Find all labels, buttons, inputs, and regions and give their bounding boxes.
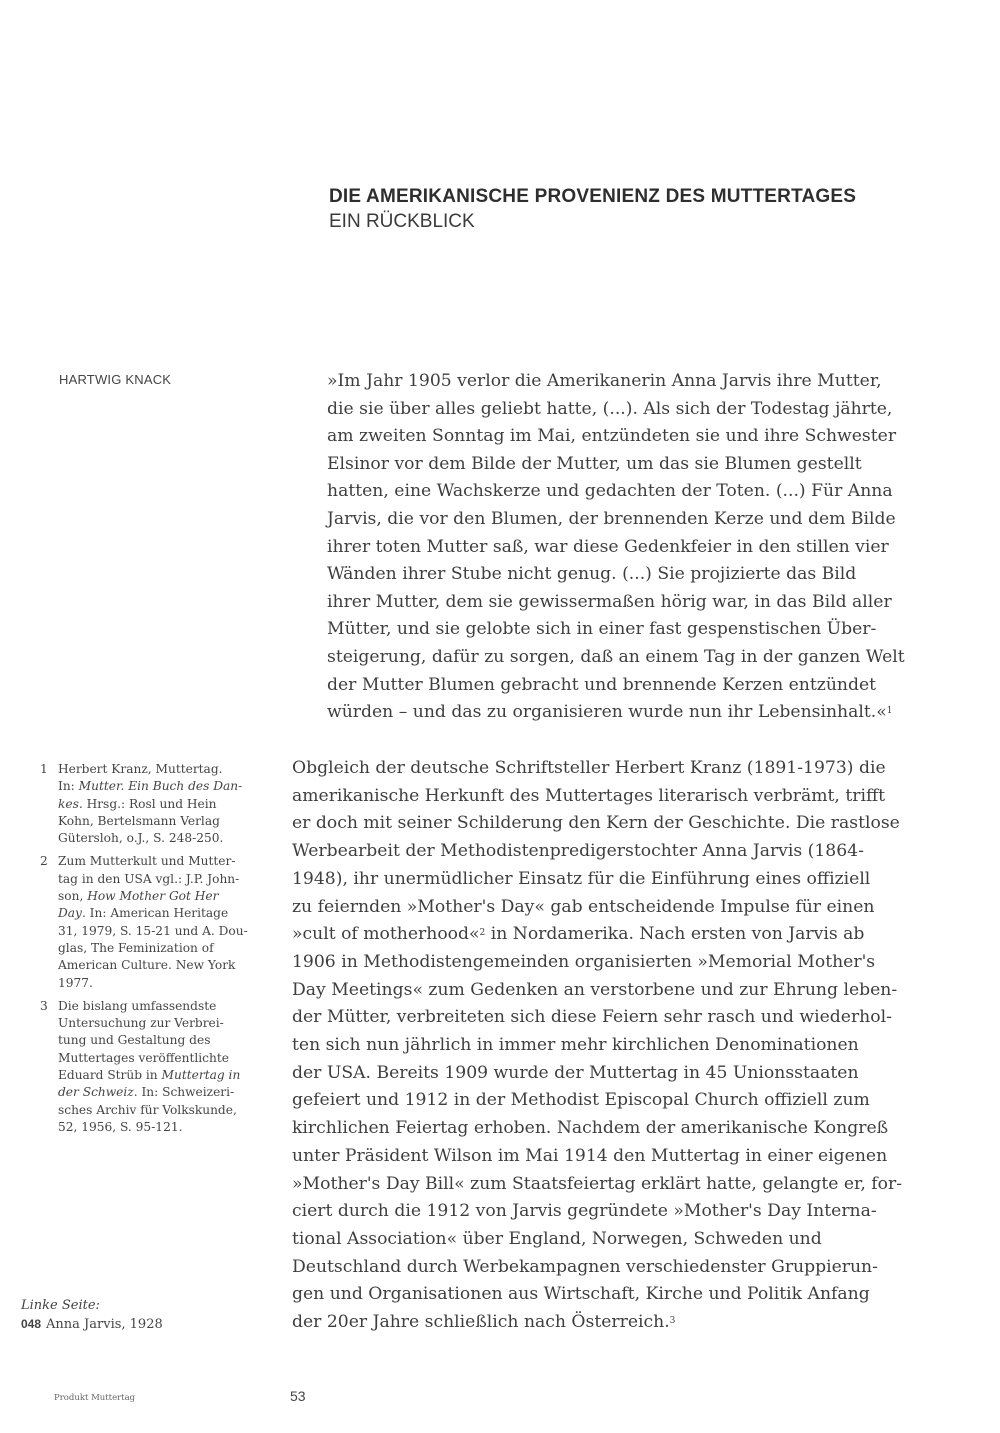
- running-footer-title: Produkt Muttertag: [54, 1393, 136, 1403]
- body-line: der Mütter, verbreiteten sich diese Feiern sehr rasch und wiederhol-: [292, 1007, 892, 1028]
- footnote-italic-title: Mutter. Ein Buch des Dan-: [78, 779, 243, 794]
- image-caption: [21, 1296, 163, 1334]
- body-line: ten sich nun jährlich in immer mehr kirchlichen Denominationen: [292, 1035, 859, 1056]
- body-line: er doch mit seiner Schilderung den Kern der Geschichte. Die rastlose: [292, 813, 900, 834]
- footnote-fragment: . In: Schweizeri-: [133, 1085, 235, 1100]
- footnote-line: Kohn, Bertelsmann Verlag: [58, 813, 220, 828]
- footnote-line: Zum Mutterkult und Mutter-: [58, 854, 236, 869]
- footnote-italic-title: Day: [58, 906, 82, 921]
- footnote-italic-title: der Schweiz: [58, 1085, 134, 1100]
- quote-line: ihrer Mutter, dem sie gewissermaßen hörig war, in das Bild aller: [327, 591, 892, 612]
- body-line: gefeiert und 1912 in der Methodist Episcopal Church offiziell zum: [292, 1090, 870, 1111]
- body-line: Deutschland durch Werbekampagnen verschiedenster Gruppierun-: [292, 1256, 878, 1277]
- footnote-line: [58, 1084, 240, 1101]
- footnote-1: [40, 761, 280, 847]
- footnote-ref-3[interactable]: 3: [669, 1316, 676, 1327]
- quote-line: Jarvis, die vor den Blumen, der brennenden Kerze und dem Bilde: [327, 508, 896, 529]
- body-line: tional Association« über England, Norwegen, Schweden und: [292, 1228, 822, 1249]
- quote-line: Wänden ihrer Stube nicht genug. (...) Sie projizierte das Bild: [327, 564, 857, 585]
- footnote-line: Muttertages veröffentlichte: [58, 1050, 229, 1065]
- footnote-line: [58, 796, 242, 813]
- footnote-text: [58, 761, 242, 847]
- caption-line: [21, 1317, 163, 1332]
- footnote-italic-title: Muttertag in: [161, 1068, 241, 1083]
- footnote-line: Herbert Kranz, Muttertag.: [58, 762, 223, 776]
- quote-line: »Im Jahr 1905 verlor die Amerikanerin Anna Jarvis ihre Mutter,: [327, 371, 882, 391]
- footnote-line: glas, The Feminization of: [58, 940, 214, 955]
- body-line: ciert durch die 1912 von Jarvis gegründete »Mother's Day Interna-: [292, 1201, 877, 1222]
- quote-line: Mütter, und sie gelobte sich in einer fast gespenstischen Über-: [327, 619, 877, 640]
- footnote-line: tung und Gestaltung des: [58, 1033, 211, 1048]
- body-line: gen und Organisationen aus Wirtschaft, Kirche und Politik Anfang: [292, 1284, 870, 1305]
- footnote-line: sches Archiv für Volkskunde,: [58, 1102, 237, 1117]
- footnote-line: 1977.: [58, 975, 93, 990]
- footnote-fragment: In:: [58, 779, 79, 794]
- footnotes-column: [40, 761, 280, 1142]
- footnote-ref-1[interactable]: 1: [886, 706, 893, 717]
- quote-line: der Mutter Blumen gebracht und brennende Kerzen entzündet: [327, 674, 877, 695]
- quote-line: hatten, eine Wachskerze und gedachten der Toten. (...) Für Anna: [327, 481, 893, 502]
- quote-line-text: würden – und das zu organisieren wurde nun ihr Lebensinhalt.«: [327, 702, 887, 723]
- body-line: der USA. Bereits 1909 wurde der Muttertag in 45 Unionsstaaten: [292, 1062, 859, 1083]
- footnote-line: Untersuchung zur Verbrei-: [58, 1016, 224, 1031]
- body-line: amerikanische Herkunft des Muttertages literarisch verbrämt, trifft: [292, 785, 886, 806]
- body-line: 1948), ihr unermüdlicher Einsatz für die Einführung eines offiziell: [292, 868, 871, 889]
- quote-line: ihrer toten Mutter saß, war diese Gedenkfeier in den stillen vier: [327, 536, 889, 557]
- caption-text: Anna Jarvis, 1928: [46, 1317, 163, 1332]
- footnote-fragment: son,: [58, 889, 88, 904]
- footnote-line: [58, 888, 248, 905]
- footnote-fragment: . Hrsg.: Rosl und Hein: [78, 796, 217, 811]
- footnote-italic-title: kes: [58, 796, 79, 811]
- author-name: HARTWIG KNACK: [59, 372, 172, 387]
- footnote-2: [40, 853, 280, 991]
- caption-figure-number: 048: [21, 1317, 42, 1331]
- footnote-line: [58, 905, 248, 922]
- footnote-line: 52, 1956, S. 95-121.: [58, 1119, 183, 1134]
- footnote-line: Die bislang umfassendste: [58, 998, 217, 1013]
- quote-line: Elsinor vor dem Bilde der Mutter, um das sie Blumen gestellt: [327, 453, 862, 474]
- quote-line: die sie über alles geliebt hatte, (...). Als sich der Todestag jährte,: [327, 398, 893, 419]
- quote-line: steigerung, dafür zu sorgen, daß an einem Tag in der ganzen Welt: [327, 646, 905, 667]
- footnote-line: [58, 778, 242, 795]
- footnote-line: [58, 1067, 240, 1084]
- quote-line-last: [327, 699, 967, 727]
- footnote-text: [58, 998, 240, 1136]
- footnote-3: [40, 998, 280, 1136]
- body-line-text: in Nordamerika. Nach ersten von Jarvis ab: [485, 924, 865, 945]
- opening-quote: [327, 368, 967, 727]
- footnote-ref-2[interactable]: 2: [479, 928, 486, 939]
- caption-label: Linke Seite:: [21, 1298, 100, 1313]
- footnote-line: American Culture. New York: [58, 958, 236, 973]
- body-line-text: »cult of motherhood«: [292, 924, 480, 945]
- article-title: DIE AMERIKANISCHE PROVENIENZ DES MUTTERTAGES: [329, 186, 857, 207]
- body-line-last: [292, 1309, 972, 1337]
- footnote-text: [58, 853, 248, 991]
- body-line-text: der 20er Jahre schließlich nach Österreich.: [292, 1312, 670, 1333]
- body-line: [292, 921, 972, 949]
- article-subtitle: EIN RÜCKBLICK: [329, 211, 475, 232]
- body-paragraph: [292, 755, 972, 1337]
- footnote-fragment: Eduard Strüb in: [58, 1068, 162, 1083]
- footnote-number: 2: [40, 854, 48, 869]
- body-line: unter Präsident Wilson im Mai 1914 den Muttertag in einer eigenen: [292, 1145, 888, 1166]
- footnote-line: tag in den USA vgl.: J.P. John-: [58, 871, 240, 886]
- body-line: zu feiernden »Mother's Day« gab entscheidende Impulse für einen: [292, 896, 875, 917]
- body-line: »Mother's Day Bill« zum Staatsfeiertag erklärt hatte, gelangte er, for-: [292, 1173, 903, 1194]
- body-line: Day Meetings« zum Gedenken an verstorbene und zur Ehrung leben-: [292, 979, 898, 1000]
- footnote-line: 31, 1979, S. 15-21 und A. Dou-: [58, 923, 248, 938]
- article-title-block: [329, 185, 969, 235]
- footnote-number: 1: [40, 762, 48, 776]
- quote-line: am zweiten Sonntag im Mai, entzündeten sie und ihre Schwester: [327, 426, 897, 447]
- footnote-line: Gütersloh, o.J., S. 248-250.: [58, 831, 224, 846]
- body-line: Obgleich der deutsche Schriftsteller Herbert Kranz (1891-1973) die: [292, 758, 886, 778]
- body-line: Werbearbeit der Methodistenpredigerstochter Anna Jarvis (1864-: [292, 841, 864, 862]
- footnote-number: 3: [40, 998, 48, 1013]
- body-line: 1906 in Methodistengemeinden organisierten »Memorial Mother's: [292, 951, 876, 972]
- body-line: kirchlichen Feiertag erhoben. Nachdem der amerikanische Kongreß: [292, 1118, 889, 1139]
- footnote-fragment: . In: American Heritage: [81, 906, 229, 921]
- footnote-italic-title: How Mother Got Her: [87, 889, 219, 904]
- page-number: 53: [290, 1388, 306, 1404]
